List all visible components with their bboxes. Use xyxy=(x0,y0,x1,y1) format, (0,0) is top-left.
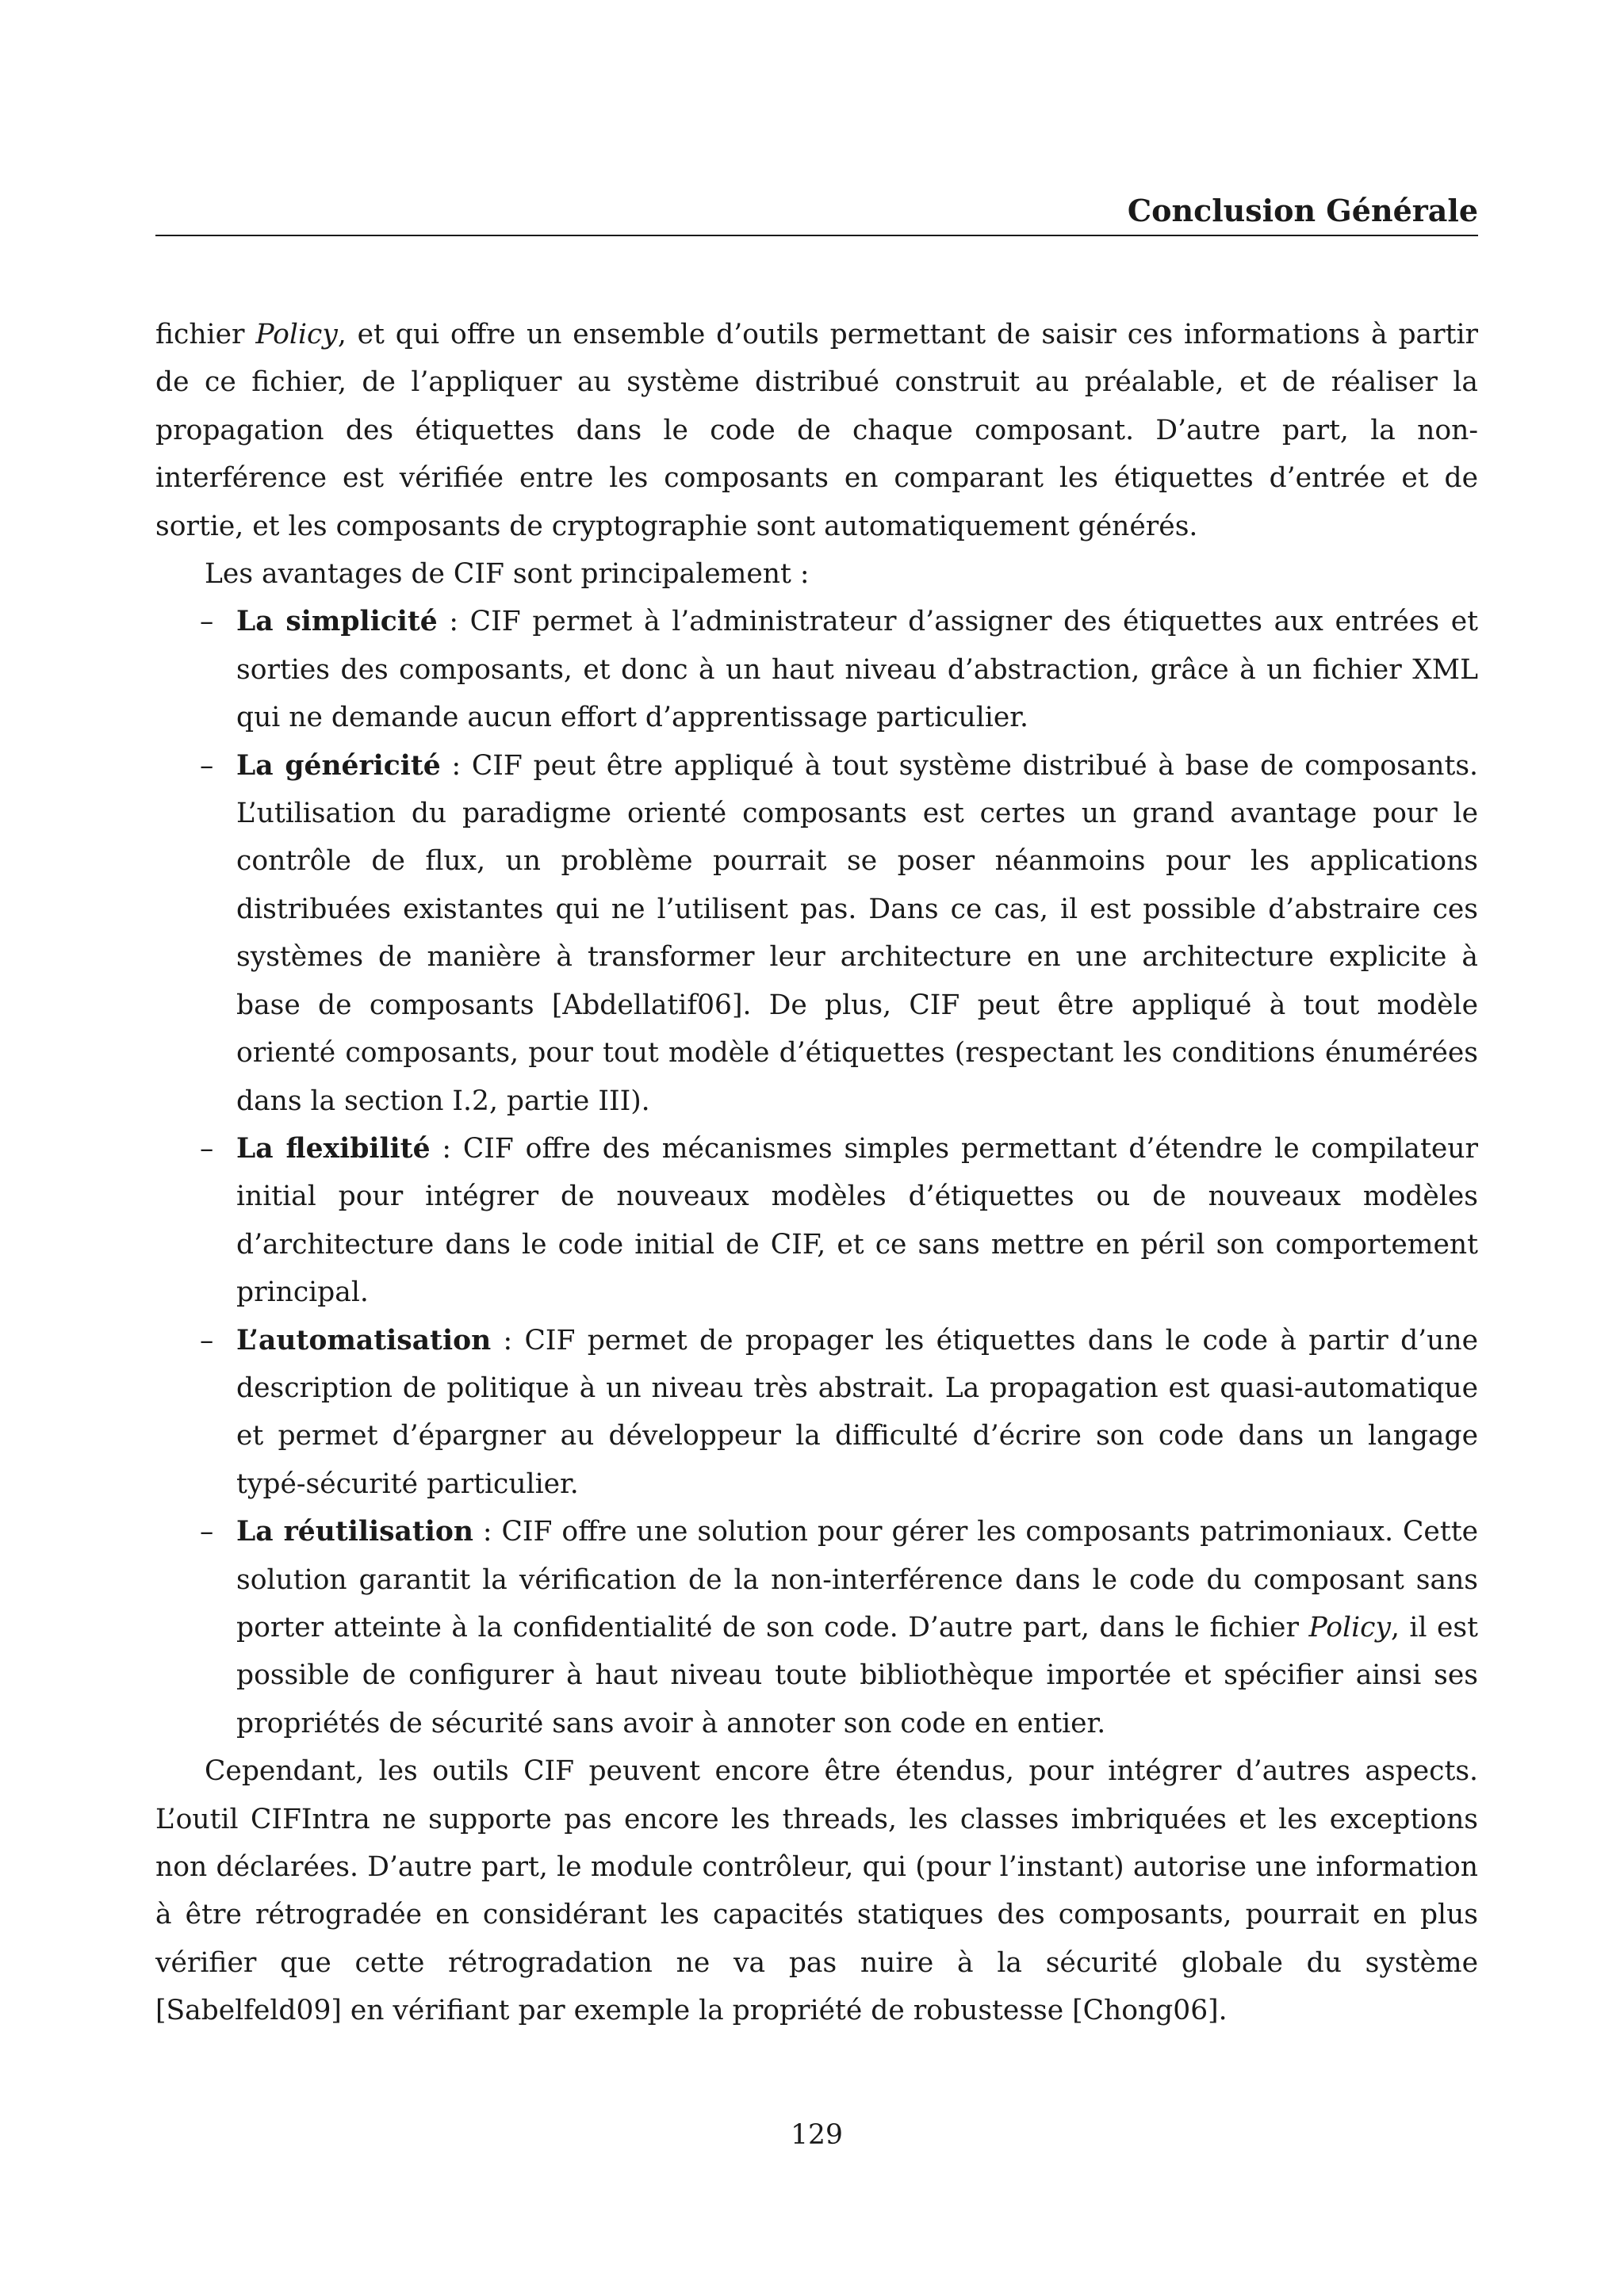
body-text xyxy=(155,311,1478,2035)
text-reutilisation-after: , il est possible de configurer à haut niveau toute bibliothèque importée et spécifier ainsi ses propriétés de sécurité sans avoir à annoter son code en entier. xyxy=(236,1611,1478,1739)
text-simplicite: : CIF permet à l’administrateur d’assigner des étiquettes aux entrées et sorties des composants, et donc à un haut niveau d’abstraction, grâce à un fichier XML qui ne demande aucun effort d’apprentissage particulier. xyxy=(236,606,1478,734)
intro-italic-policy: Policy xyxy=(255,319,338,350)
intro-text: , et qui offre un ensemble d’outils permettant de saisir ces informations à partir de ce fichier, de l’appliquer au système distribué construit au préalable, et de réaliser la propagation des étiquettes dans le code de chaque composant. D’autre part, la non-interférence est vérifiée entre les composants en comparant les étiquettes d’entrée et de sortie, et les composants de cryptographie sont automatiquement générés. xyxy=(155,319,1478,542)
intro-paragraph xyxy=(155,311,1478,550)
text-automatisation: : CIF permet de propager les étiquettes dans le code à partir d’une description de politique à un niveau très abstrait. La propagation est quasi-automatique et permet d’épargner au développeur la difficulté d’écrire son code dans un langage typé-sécurité particulier. xyxy=(236,1324,1478,1500)
text-reutilisation-before: : CIF offre une solution pour gérer les composants patrimoniaux. Cette solution garantit la vérification de la non-interférence dans le code du composant sans porter atteinte à la confidentialité de son code. D’autre part, dans le fichier xyxy=(236,1516,1478,1644)
closing-paragraph: Cependant, les outils CIF peuvent encore être étendus, pour intégrer d’autres aspects. L’outil CIFIntra ne supporte pas encore les threads, les classes imbriquées et les exceptions non déclarées. D’autre part, le module contrôleur, qui (pour l’instant) autorise une information à être rétrogradée en considérant les capacités statiques des composants, pourrait en plus vérifier que cette rétrogradation ne va pas nuire à la sécurité globale du système [Sabelfeld09] en vérifiant par exemple la propriété de robustesse [Chong06]. xyxy=(155,1755,1478,2027)
header-rule xyxy=(155,235,1478,236)
intro-lead: fichier xyxy=(155,319,256,350)
text-genericite: : CIF peut être appliqué à tout système distribué à base de composants. L’utilisation du paradigme orienté composants est certes un grand avantage pour le contrôle de flux, un problème pourrait se poser néanmoins pour les applications distribuées existantes qui ne l’utilisent pas. Dans ce cas, il est possible d’abstraire ces systèmes de manière à transformer leur architecture en une architecture explicite à base de composants [Abdellatif06]. De plus, CIF peut être appliqué à tout modèle orienté composants, pour tout modèle d’étiquettes (respectant les conditions énumérées dans la section I.2, partie III). xyxy=(236,749,1478,1117)
advantages-intro: Les avantages de CIF sont principalement : xyxy=(205,558,810,591)
term-genericite: La généricité xyxy=(236,749,441,782)
text-flexibilite: : CIF offre des mécanismes simples permettant d’étendre le compilateur initial pour intégrer de nouveaux modèles d’étiquettes ou de nouveaux modèles d’architecture dans le code initial de CIF, et ce sans mettre en péril son comportement principal. xyxy=(236,1132,1478,1309)
list-item-flexibilite xyxy=(236,1125,1478,1317)
advantages-list xyxy=(155,598,1478,1747)
reutilisation-italic-policy: Policy xyxy=(1308,1611,1391,1644)
list-item-simplicite xyxy=(236,598,1478,741)
term-flexibilite: La flexibilité xyxy=(236,1132,431,1165)
term-simplicite: La simplicité xyxy=(236,606,438,638)
term-automatisation: L’automatisation xyxy=(236,1324,492,1357)
list-item-automatisation xyxy=(236,1317,1478,1509)
term-reutilisation: La réutilisation xyxy=(236,1516,473,1548)
list-item-reutilisation xyxy=(236,1508,1478,1747)
list-item-genericite xyxy=(236,742,1478,1125)
page-number: 129 xyxy=(791,2119,843,2151)
running-header: Conclusion Générale xyxy=(1127,193,1478,228)
